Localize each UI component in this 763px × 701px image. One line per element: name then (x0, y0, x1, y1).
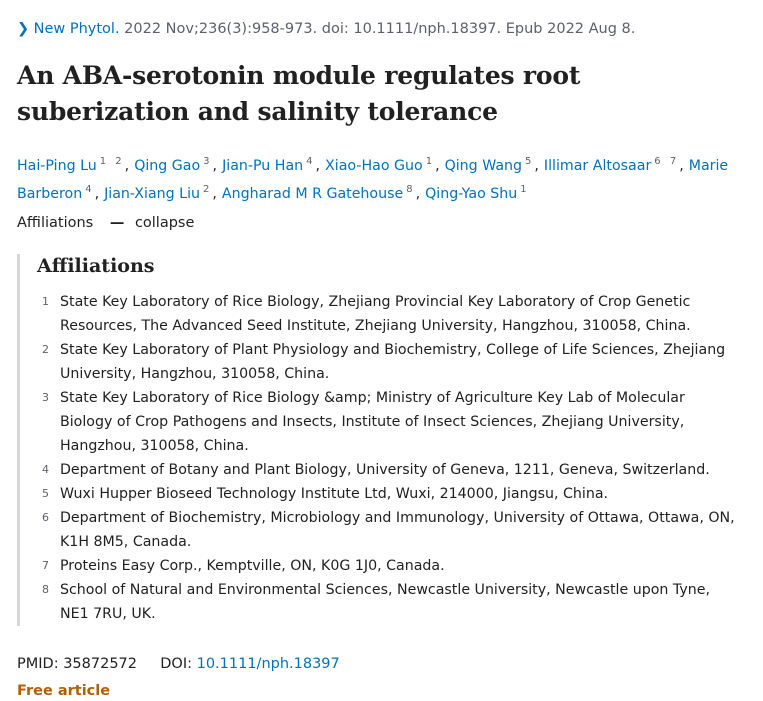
author-name: Marie Barberon (17, 158, 729, 202)
author-separator: , (415, 186, 421, 202)
author-name: Qing-Yao Shu (425, 186, 518, 202)
affiliation-text: State Key Laboratory of Rice Biology, Zhejiang Provincial Key Laboratory of Crop Genetic Resources, The Advanced Seed Institute, Zhejiang University, Hangzhou, 310058, China. (60, 294, 691, 334)
affiliation-text: State Key Laboratory of Rice Biology &amp; Ministry of Agriculture Key Lab of Molecular Biology of Crop Pathogens and Insects, Institute of Insect Sciences, Zhejiang University, Hangzhou, 310058, China. (60, 390, 685, 454)
author-name: Jian-Xiang Liu (104, 186, 201, 202)
author-name: Angharad M R Gatehouse (221, 186, 404, 202)
affiliation-text: Department of Botany and Plant Biology, University of Geneva, 1211, Geneva, Switzerland. (60, 462, 710, 478)
chevron-right-icon[interactable]: ❯ (17, 21, 30, 37)
author-link[interactable] (544, 158, 679, 174)
affiliation-text: Wuxi Hupper Bioseed Technology Institute Ltd, Wuxi, 214000, Jiangsu, China. (60, 486, 609, 502)
affiliation-text: State Key Laboratory of Plant Physiology and Biochemistry, College of Life Sciences, Zhejiang University, Hangzhou, 310058, China. (60, 342, 726, 382)
affiliation-item (20, 386, 745, 458)
affiliation-text: Department of Biochemistry, Microbiology and Immunology, University of Ottawa, Ottawa, ON, K1H 8M5, Canada. (60, 510, 735, 550)
author-affiliation-refs[interactable]: 6 7 (654, 156, 680, 167)
author-name: Xiao-Hao Guo (325, 158, 423, 174)
author-separator: , (534, 158, 539, 174)
author-separator: , (212, 186, 217, 202)
affiliations-toggle-label: Affiliations (17, 215, 94, 231)
affiliation-number: 8 (42, 583, 49, 596)
author-affiliation-refs[interactable]: 4 (306, 156, 316, 167)
author-link[interactable] (325, 158, 435, 174)
affiliation-item (20, 506, 745, 554)
author-link[interactable] (222, 186, 416, 202)
doi-link[interactable]: 10.1111/nph.18397 (196, 656, 340, 672)
affiliation-text: Proteins Easy Corp., Kemptville, ON, K0G 1J0, Canada. (60, 558, 445, 574)
author-name: Illimar Altosaar (543, 158, 652, 174)
author-link[interactable] (104, 186, 212, 202)
author-separator: , (315, 158, 321, 174)
affiliations-list (20, 290, 745, 626)
author-separator: , (679, 158, 684, 174)
identifiers (17, 654, 340, 674)
author-separator: , (435, 158, 440, 174)
author-link[interactable] (17, 158, 125, 174)
author-link[interactable] (222, 158, 315, 174)
affiliation-number: 5 (42, 487, 49, 500)
author-name: Hai-Ping Lu (17, 158, 97, 174)
collapse-dash-icon: — (109, 215, 125, 231)
author-link[interactable] (445, 158, 535, 174)
affiliations-heading: Affiliations (37, 255, 155, 277)
author-affiliation-refs[interactable]: 3 (203, 156, 213, 167)
affiliations-toggle[interactable] (17, 213, 194, 233)
article-title: An ABA-serotonin module regulates root suberization and salinity tolerance (17, 61, 581, 126)
affiliation-number: 2 (42, 343, 49, 356)
author-separator: , (212, 158, 218, 174)
affiliation-number: 3 (42, 391, 49, 404)
doi-label: DOI: (160, 656, 192, 672)
affiliation-item (20, 578, 745, 626)
author-list (17, 150, 747, 206)
collapse-action[interactable]: collapse (134, 215, 195, 231)
author-name: Jian-Pu Han (222, 158, 304, 174)
affiliation-number: 4 (42, 463, 49, 476)
affiliation-item (20, 290, 745, 338)
author-separator: , (94, 186, 100, 202)
affiliation-text: School of Natural and Environmental Sciences, Newcastle University, Newcastle upon Tyne, NE1 7RU, UK. (60, 582, 710, 622)
author-link[interactable] (134, 158, 212, 174)
pmid-value: 35872572 (63, 656, 138, 672)
author-link[interactable] (425, 186, 530, 202)
affiliation-number: 1 (42, 295, 49, 308)
affiliation-item (20, 458, 745, 482)
citation-line (17, 19, 635, 39)
author-separator: , (124, 158, 130, 174)
affiliation-number: 7 (42, 559, 49, 572)
affiliation-item (20, 482, 745, 506)
author-affiliation-refs[interactable]: 5 (525, 156, 535, 167)
author-affiliation-refs[interactable]: 1 (520, 184, 530, 195)
author-affiliation-refs[interactable]: 1 2 (99, 156, 125, 167)
affiliations-panel (17, 254, 745, 626)
author-affiliation-refs[interactable]: 2 (203, 184, 213, 195)
author-affiliation-refs[interactable]: 8 (406, 184, 416, 195)
affiliation-item (20, 338, 745, 386)
free-article-badge: Free article (17, 683, 111, 699)
affiliation-number: 6 (42, 511, 49, 524)
author-name: Qing Gao (134, 158, 201, 174)
author-affiliation-refs[interactable]: 1 (425, 156, 436, 167)
affiliation-item (20, 554, 745, 578)
author-name: Qing Wang (444, 158, 523, 174)
citation-details: 2022 Nov;236(3):958-973. doi: 10.1111/nph.18397. Epub 2022 Aug 8. (124, 21, 636, 37)
journal-link[interactable]: New Phytol. (33, 21, 120, 37)
pmid-label: PMID: (17, 656, 59, 672)
author-affiliation-refs[interactable]: 4 (85, 184, 95, 195)
